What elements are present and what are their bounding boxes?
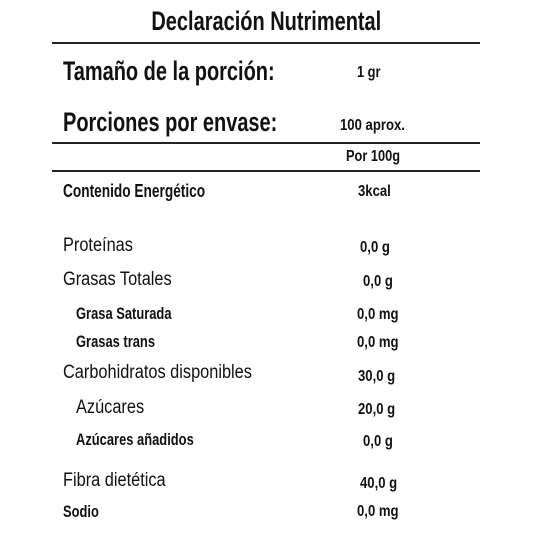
nutrient-value: 20,0 g (358, 401, 396, 418)
nutrient-value: 3kcal (358, 183, 391, 200)
nutrient-label: Grasa Saturada (76, 304, 172, 323)
nutrient-label: Contenido Energético (63, 181, 206, 201)
divider-header (52, 142, 480, 144)
nutrient-value: 0,0 g (360, 239, 390, 256)
nutrient-value: 0,0 mg (357, 503, 399, 520)
nutrient-value: 0,0 g (363, 433, 393, 450)
serving-size-label: Tamaño de la porción: (63, 56, 275, 86)
nutrient-label: Fibra dietética (63, 470, 166, 491)
nutrient-label: Proteínas (63, 235, 133, 256)
column-header: Por 100g (346, 148, 401, 165)
label-title: Declaración Nutrimental (151, 6, 382, 36)
nutrient-value: 0,0 g (363, 273, 393, 290)
divider-column-header (52, 170, 480, 172)
nutrient-label: Azúcares añadidos (76, 430, 194, 449)
nutrient-label: Azúcares (76, 397, 145, 418)
nutrient-label: Grasas Totales (63, 269, 172, 290)
nutrient-value: 0,0 mg (357, 306, 399, 323)
nutrient-label: Grasas trans (76, 332, 156, 351)
nutrient-value: 40,0 g (360, 475, 398, 492)
servings-per-container-value: 100 aprox. (340, 117, 405, 134)
servings-per-container-label: Porciones por envase: (63, 107, 278, 137)
serving-size-value: 1 gr (357, 64, 381, 81)
nutrient-value: 0,0 mg (357, 334, 399, 351)
nutrient-label: Carbohidratos disponibles (63, 362, 252, 383)
divider-top (52, 42, 480, 44)
nutrient-label: Sodio (63, 502, 99, 521)
nutrient-value: 30,0 g (358, 368, 396, 385)
